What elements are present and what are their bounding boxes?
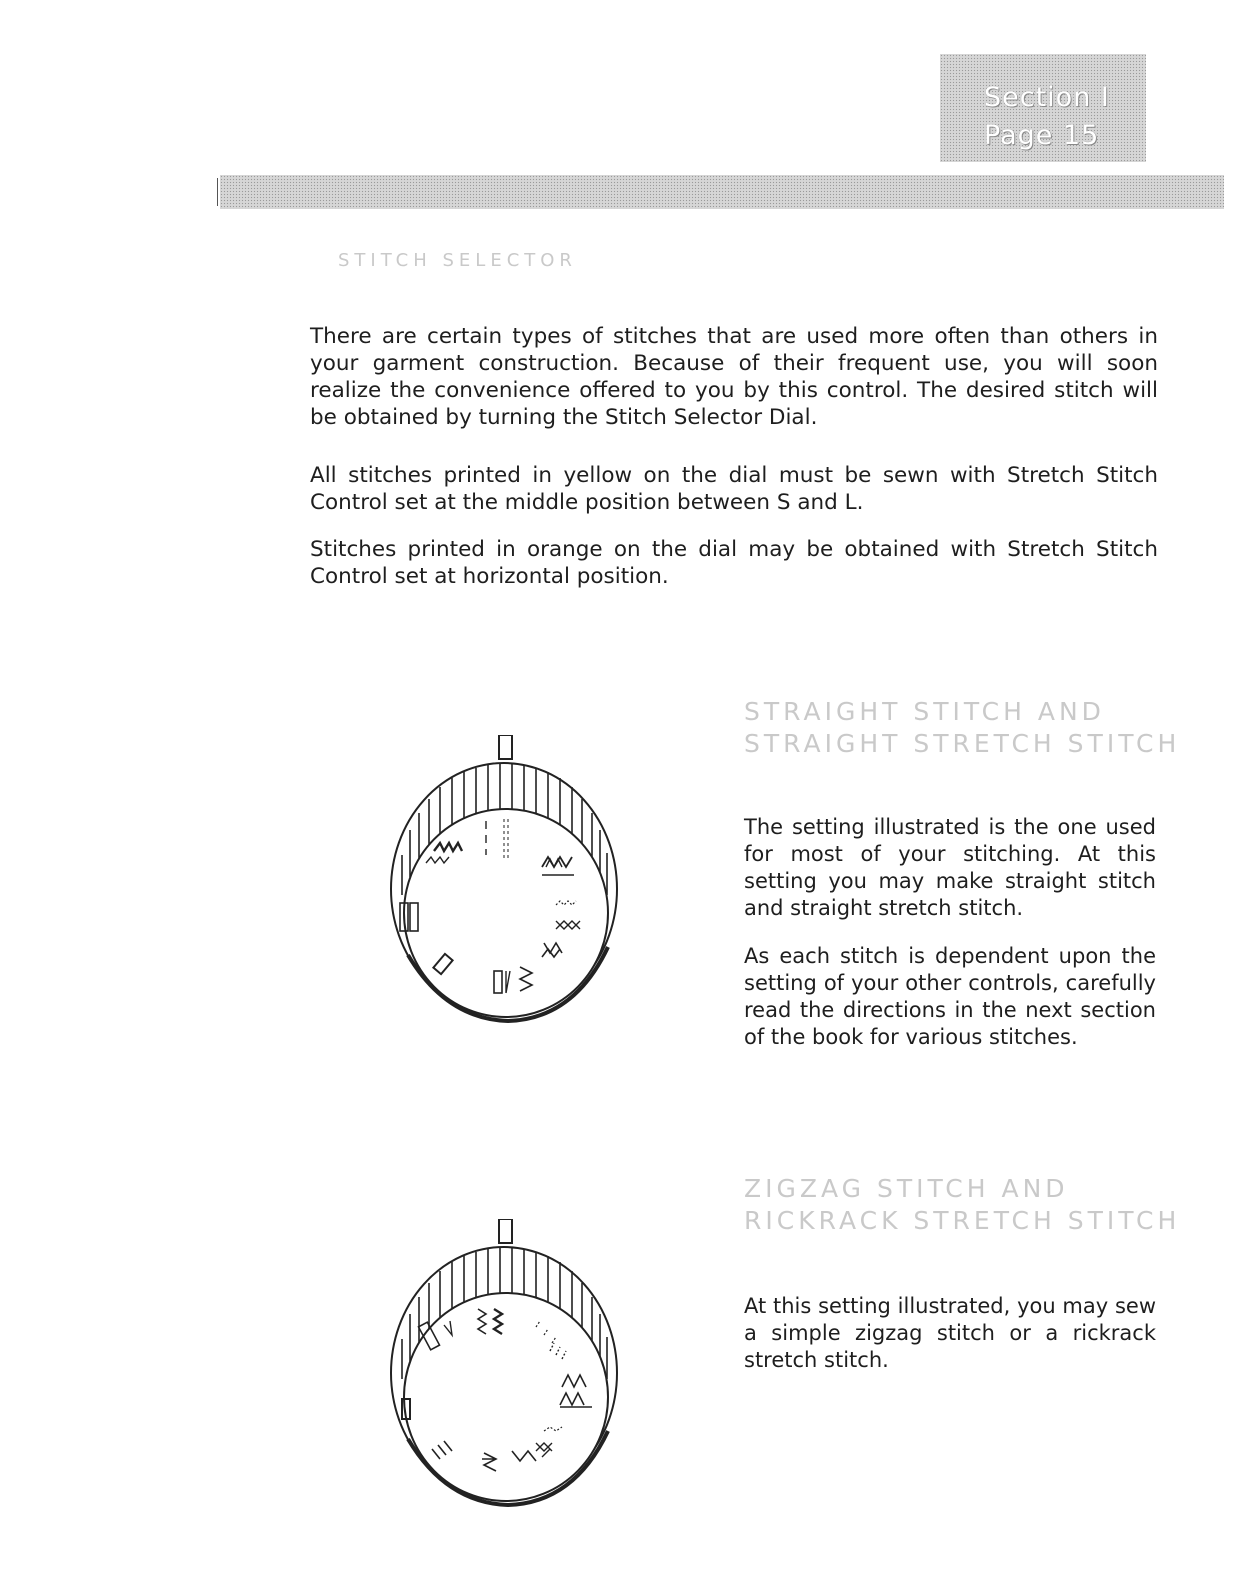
straight-heading-line-1: STRAIGHT STITCH AND	[744, 697, 1105, 726]
zigzag-heading-line-1: ZIGZAG STITCH AND	[744, 1174, 1069, 1203]
page-number: Page 15	[984, 120, 1100, 151]
yellow-stitches-paragraph: All stitches printed in yellow on the dial must be sewn with Stretch Stitch Control set at the middle position between S and L.	[310, 462, 1158, 515]
intro-paragraph: There are certain types of stitches that are used more often than others in your garment construction. Because of their frequent use, you will soon realize the convenience offered to you by this control. The desired stitch will be obtained by turning the Stitch Selector Dial.	[310, 323, 1158, 430]
straight-heading-line-2: STRAIGHT STRETCH STITCH	[744, 729, 1181, 758]
zigzag-stitch-heading	[744, 1173, 1180, 1237]
header-band-tick	[217, 178, 218, 206]
section-page-box	[940, 54, 1146, 162]
orange-stitches-paragraph: Stitches printed in orange on the dial may be obtained with Stretch Stitch Control set at horizontal position.	[310, 536, 1158, 589]
straight-stitch-paragraph-2: As each stitch is dependent upon the setting of your other controls, carefully read the directions in the next section of the book for various stitches.	[744, 944, 1156, 1049]
header-band	[220, 175, 1224, 209]
stitch-selector-dial-straight-icon	[386, 735, 622, 1025]
page-heading: STITCH SELECTOR	[338, 250, 577, 271]
straight-stitch-paragraph-1: The setting illustrated is the one used for most of your stitching. At this setting you may make straight stitch and straight stretch stitch.	[744, 815, 1156, 920]
section-label: Section I	[984, 82, 1110, 113]
stitch-selector-dial-zigzag-icon	[386, 1219, 622, 1509]
zigzag-heading-line-2: RICKRACK STRETCH STITCH	[744, 1206, 1181, 1235]
straight-stitch-heading	[744, 696, 1180, 760]
zigzag-stitch-paragraph: At this setting illustrated, you may sew a simple zigzag stitch or a rickrack stretch stitch.	[744, 1294, 1156, 1372]
